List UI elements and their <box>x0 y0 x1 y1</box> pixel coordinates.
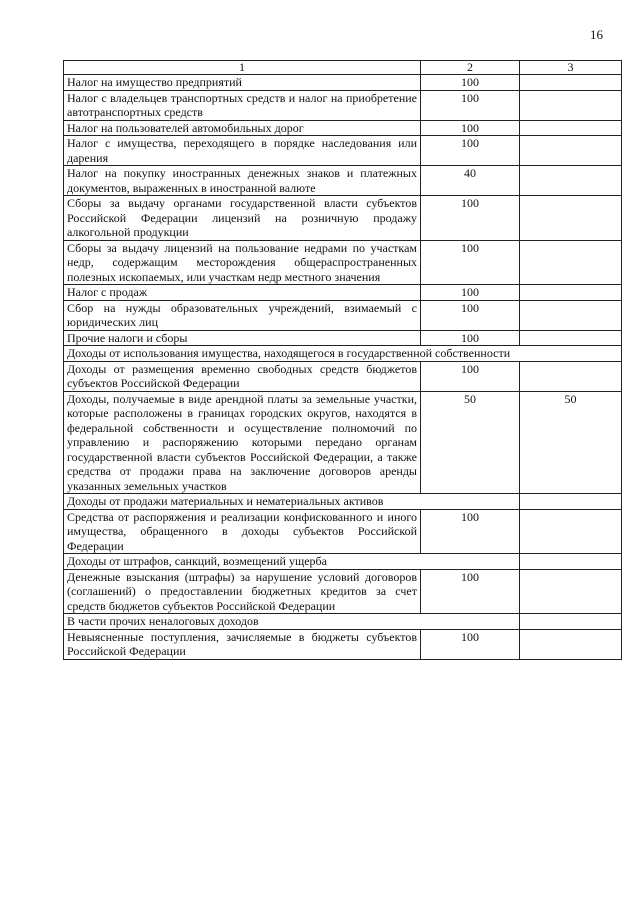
row-share-col-2: 100 <box>421 75 520 91</box>
row-description: Налог с имущества, переходящего в порядке наследования или дарения <box>64 136 421 166</box>
table-row <box>64 300 622 330</box>
row-share-col-3 <box>520 300 622 330</box>
row-share-col-2: 100 <box>421 136 520 166</box>
row-description: Невыясненные поступления, зачисляемые в бюджеты субъектов Российской Федерации <box>64 629 421 659</box>
row-share-col-2: 100 <box>421 240 520 285</box>
row-share-col-3 <box>520 196 622 241</box>
row-share-col-2: 100 <box>421 300 520 330</box>
table-row <box>64 75 622 91</box>
table-row <box>64 120 622 136</box>
row-share-col-2: 100 <box>421 90 520 120</box>
row-share-col-3: 50 <box>520 391 622 494</box>
row-share-col-2: 100 <box>421 569 520 614</box>
row-share-col-2: 100 <box>421 629 520 659</box>
table-header-row <box>64 61 622 75</box>
row-description: Доходы, получаемые в виде арендной платы за земельные участки, которые расположены в границах городских округов, находятся в федеральной собственности и осуществление полномочий по управлению и распоряжению которыми передано органам государственной власти субъектов Российской Федерации, а также средства от продажи права на заключение договоров аренды указанных земельных участков <box>64 391 421 494</box>
section-empty-cell <box>520 494 622 510</box>
table-row <box>64 361 622 391</box>
row-share-col-2: 100 <box>421 330 520 346</box>
page-number: 16 <box>590 27 603 42</box>
header-col-3: 3 <box>520 61 622 75</box>
row-share-col-2: 100 <box>421 120 520 136</box>
section-row <box>64 494 622 510</box>
row-description: Налог с продаж <box>64 285 421 301</box>
row-description: Сборы за выдачу органами государственной власти субъектов Российской Федерации лицензий на розничную продажу алкогольной продукции <box>64 196 421 241</box>
table-row <box>64 90 622 120</box>
row-share-col-2: 100 <box>421 285 520 301</box>
row-share-col-2: 100 <box>421 196 520 241</box>
row-description: Налог на пользователей автомобильных дорог <box>64 120 421 136</box>
table-row <box>64 285 622 301</box>
table-row <box>64 166 622 196</box>
row-share-col-3 <box>520 166 622 196</box>
row-share-col-3 <box>520 136 622 166</box>
section-heading: Доходы от штрафов, санкций, возмещений ущерба <box>64 554 520 570</box>
table-row <box>64 569 622 614</box>
table-row <box>64 391 622 494</box>
row-description: Денежные взыскания (штрафы) за нарушение условий договоров (соглашений) о предоставлении бюджетных кредитов за счет средств бюджетов субъектов Российской Федерации <box>64 569 421 614</box>
section-empty-cell <box>520 614 622 630</box>
table-row <box>64 509 622 554</box>
table-row <box>64 196 622 241</box>
row-description: Налог на имущество предприятий <box>64 75 421 91</box>
row-description: Налог с владельцев транспортных средств и налог на приобретение автотранспортных средств <box>64 90 421 120</box>
row-share-col-3 <box>520 629 622 659</box>
row-share-col-2: 50 <box>421 391 520 494</box>
section-row <box>64 554 622 570</box>
section-row <box>64 614 622 630</box>
row-share-col-3 <box>520 75 622 91</box>
table-row <box>64 330 622 346</box>
table-row <box>64 629 622 659</box>
header-col-1: 1 <box>64 61 421 75</box>
section-heading: Доходы от использования имущества, находящегося в государственной собственности <box>64 346 622 362</box>
row-share-col-3 <box>520 509 622 554</box>
table-row <box>64 136 622 166</box>
section-row <box>64 346 622 362</box>
revenue-distribution-table <box>63 60 622 660</box>
row-share-col-3 <box>520 330 622 346</box>
row-description: Сборы за выдачу лицензий на пользование недрами по участкам недр, содержащим месторождения общераспространенных полезных ископаемых, или участкам недр местного значения <box>64 240 421 285</box>
section-empty-cell <box>520 554 622 570</box>
row-share-col-3 <box>520 361 622 391</box>
row-share-col-2: 100 <box>421 361 520 391</box>
row-description: Прочие налоги и сборы <box>64 330 421 346</box>
header-col-2: 2 <box>421 61 520 75</box>
table-row <box>64 240 622 285</box>
row-share-col-3 <box>520 569 622 614</box>
table-body <box>64 75 622 660</box>
row-share-col-3 <box>520 240 622 285</box>
section-heading: В части прочих неналоговых доходов <box>64 614 520 630</box>
row-share-col-2: 40 <box>421 166 520 196</box>
row-share-col-3 <box>520 285 622 301</box>
row-share-col-3 <box>520 120 622 136</box>
row-share-col-3 <box>520 90 622 120</box>
row-description: Доходы от размещения временно свободных средств бюджетов субъектов Российской Федерации <box>64 361 421 391</box>
row-description: Средства от распоряжения и реализации конфискованного и иного имущества, обращенного в доходы субъектов Российской Федерации <box>64 509 421 554</box>
row-description: Налог на покупку иностранных денежных знаков и платежных документов, выраженных в иностранной валюте <box>64 166 421 196</box>
section-heading: Доходы от продажи материальных и нематериальных активов <box>64 494 520 510</box>
row-share-col-2: 100 <box>421 509 520 554</box>
row-description: Сбор на нужды образовательных учреждений, взимаемый с юридических лиц <box>64 300 421 330</box>
